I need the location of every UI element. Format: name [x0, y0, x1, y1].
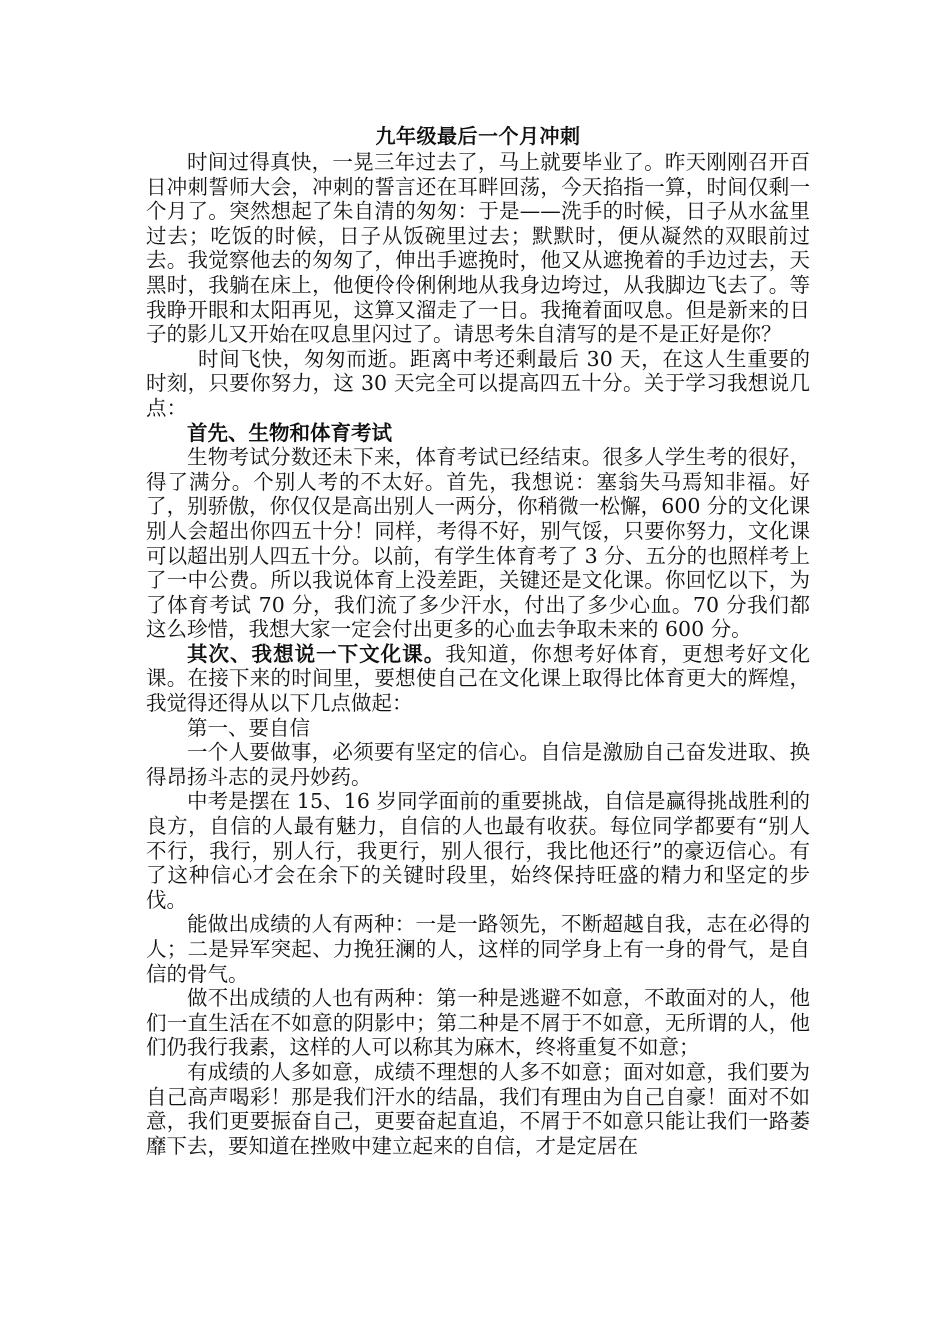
paragraph-culture-text: 我知道，你想考好体育，更想考好文化课。在接下来的时间里，要想使自己在文化课上取得比体育更大的辉煌，我觉得还得从以下几点做起：	[146, 641, 811, 716]
paragraph-exam-challenge: 中考是摆在 15、16 岁同学面前的重要挑战，自信是赢得挑战胜利的良方，自信的人最有魅力，自信的人也最有收获。每位同学都要有“别人不行，我行，别人行，我更行，别人很行，我比他还行”的豪迈信心。有了这种信心才会在余下的关键时段里，始终保持旺盛的精力和坚定的步伐。	[146, 789, 810, 912]
document-page	[146, 124, 810, 1158]
section-heading-culture: 其次、我想说一下文化课。	[187, 641, 446, 666]
subheading-confidence: 第一、要自信	[187, 715, 310, 740]
document-title: 九年级最后一个月冲刺	[375, 124, 581, 148]
paragraph-achievers: 能做出成绩的人有两种：一是一路领先，不断超越自我，志在必得的人；二是异军突起、力挽狂澜的人，这样的同学身上有一身的骨气，是自信的骨气。	[146, 912, 810, 986]
paragraph-time: 时间飞快，匆匆而逝。距离中考还剩最后 30 天，在这人生重要的时刻，只要你努力，这 30 天完全可以提高四五十分。关于学习我想说几点：	[146, 346, 810, 420]
paragraph-biology-pe: 生物考试分数还未下来，体育考试已经结束。很多人学生考的很好，得了满分。个别人考的不太好。首先，我想说：塞翁失马焉知非福。好了，别骄傲，你仅仅是高出别人一两分，你稍微一松懈，600 分的文化课别人会超出你四五十分！同样，考得不好，别气馁，只要你努力，文化课可以超出别人四五十分。以前，有学生体育考了 3 分、五分的也照样考上了一中公费。所以我说体育上没差距，关键还是文化课。你回忆以下，为了体育考试 70 分，我们流了多少汗水，付出了多少心血。70 分我们都这么珍惜，我想大家一定会付出更多的心血去争取未来的 600 分。	[146, 445, 810, 642]
paragraph-intro: 时间过得真快，一晃三年过去了，马上就要毕业了。昨天刚刚召开百日冲刺誓师大会，冲刺的誓言还在耳畔回荡，今天掐指一算，时间仅剩一个月了。突然想起了朱自清的匆匆：于是——洗手的时候，日子从水盆里过去；吃饭的时候，日子从饭碗里过去；默默时，便从凝然的双眼前过去。我觉察他去的匆匆了，伸出手遮挽时，他又从遮挽着的手边过去，天黑时，我躺在床上，他便伶伶俐俐地从我身边垮过，从我脚边飞去了。等我睁开眼和太阳再见，这算又溜走了一日。我掩着面叹息。但是新来的日子的影儿又开始在叹息里闪过了。请思考朱自清写的是不是正好是你？	[146, 150, 810, 347]
paragraph-non-achievers: 做不出成绩的人也有两种：第一种是逃避不如意，不敢面对的人，他们一直生活在不如意的阴影中；第二种是不屑于不如意，无所谓的人，他们仍我行我素，这样的人可以称其为麻木，终将重复不如意；	[146, 986, 810, 1060]
section-heading-biology-pe: 首先、生物和体育考试	[187, 420, 392, 445]
paragraph-confidence: 一个人要做事，必须要有坚定的信心。自信是激励自己奋发进取、换得昂扬斗志的灵丹妙药。	[146, 740, 810, 789]
paragraph-success-failure: 有成绩的人多如意，成绩不理想的人多不如意；面对如意，我们要为自己高声喝彩！那是我们汗水的结晶，我们有理由为自己自豪！面对不如意，我们更要振奋自己，更要奋起直追，不屑于不如意只能让我们一路萎靡下去，要知道在挫败中建立起来的自信，才是定居在	[146, 1059, 810, 1158]
paragraph-culture-courses	[146, 642, 810, 716]
